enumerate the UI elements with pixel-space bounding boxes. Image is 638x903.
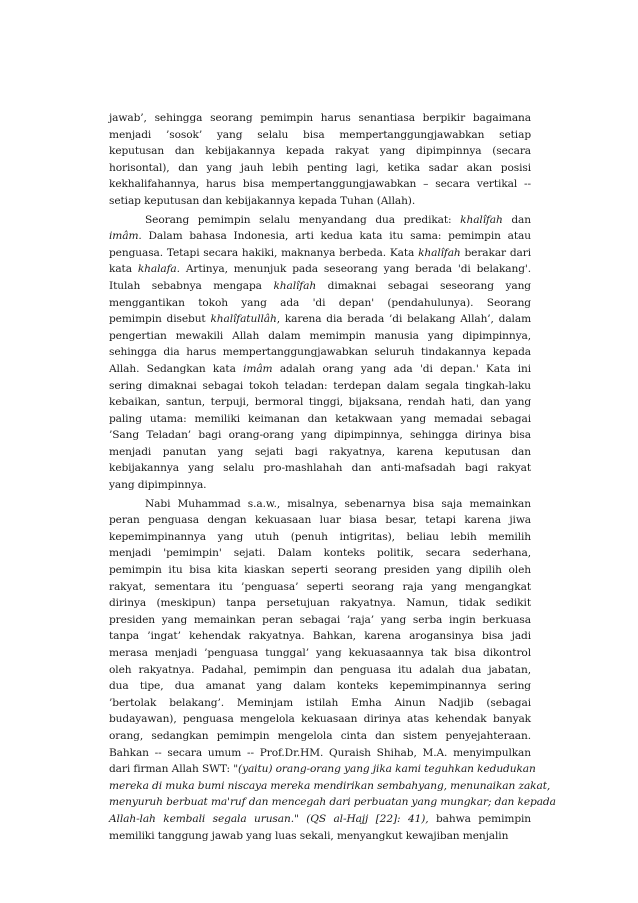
text-segment: yang dipimpinnya. bbox=[109, 479, 207, 492]
text-line bbox=[109, 745, 531, 762]
text-segment: menjadi 'pemimpin' sejati. Dalam konteks politik, secara sederhana, bbox=[109, 547, 531, 560]
text-segment: kekhalifahannya, harus bisa mempertanggungjawabkan – secara vertikal -- bbox=[109, 178, 531, 191]
text-segment: menjadi panutan yang sejati bagi rakyatnya, karena keputusan dan bbox=[109, 445, 531, 458]
text-line bbox=[109, 794, 556, 811]
text-line bbox=[109, 427, 531, 444]
italic-text: khalîfah bbox=[460, 213, 503, 226]
text-line bbox=[109, 562, 531, 579]
text-segment: pemimpin disebut bbox=[109, 313, 211, 326]
text-segment: orang, sedangkan pemimpin mengelola cinta dan sistem penyejahteraan. bbox=[109, 729, 531, 742]
text-line bbox=[109, 612, 531, 629]
text-segment: dimaknai sebagai seseorang yang bbox=[316, 279, 531, 292]
text-line bbox=[109, 278, 531, 295]
paragraph bbox=[109, 110, 531, 210]
text-segment: adalah orang yang ada 'di depan.' Kata ini bbox=[272, 362, 531, 375]
text-line bbox=[109, 143, 531, 160]
text-segment: menggantikan tokoh yang ada 'di depan' (pendahulunya). Seorang bbox=[109, 296, 531, 309]
text-segment: . Artinya, menunjuk pada seseorang yang berada 'di belakang'. bbox=[176, 263, 531, 276]
text-line bbox=[109, 212, 531, 229]
text-line bbox=[109, 460, 531, 477]
text-segment: kebijakannya yang selalu pro-mashlahah dan anti-mafsadah bagi rakyat bbox=[109, 462, 531, 475]
text-segment: ’bertolak belakang’. Meminjam istilah Emha Ainun Nadjib (sebagai bbox=[109, 696, 531, 709]
text-segment: Seorang pemimpin selalu menyandang dua predikat: bbox=[145, 213, 461, 226]
italic-text: imâm bbox=[243, 362, 273, 375]
text-segment: kata bbox=[109, 263, 138, 276]
italic-text: mereka di muka bumi niscaya mereka mendirikan sembahyang, menunaikan zakat, bbox=[109, 779, 551, 792]
text-segment: dirinya (meskipun) tanpa persetujuan rakyatnya. Namun, tidak sedikit bbox=[109, 597, 531, 610]
text-line bbox=[109, 193, 531, 210]
text-segment: " bbox=[293, 812, 307, 825]
text-segment: peran penguasa dengan kekuasaan luar biasa besar, tetapi karena jiwa bbox=[109, 514, 531, 527]
text-line bbox=[109, 261, 531, 278]
text-line bbox=[109, 444, 531, 461]
text-segment: sehingga dia harus mempertanggungjawabkan seluruh tindakannya kepada bbox=[109, 346, 531, 359]
text-segment: dua tipe, dua amanat yang dalam konteks kepemimpinannya sering bbox=[109, 680, 531, 693]
italic-text: (yaitu) orang-orang yang jika kami teguhkan kedudukan bbox=[238, 763, 536, 776]
text-line bbox=[109, 328, 531, 345]
text-line bbox=[109, 662, 531, 679]
text-line bbox=[109, 361, 531, 378]
text-line bbox=[109, 110, 531, 127]
italic-text: (QS al-Hajj [22]: 41), bbox=[306, 812, 429, 825]
text-line bbox=[109, 811, 531, 828]
italic-text: khalîfah bbox=[273, 279, 317, 292]
text-segment: pemimpin itu bisa kita kiaskan seperti seorang presiden yang dipilih oleh bbox=[109, 564, 531, 577]
text-line bbox=[109, 394, 531, 411]
text-line bbox=[109, 344, 531, 361]
document-page bbox=[109, 110, 556, 846]
text-line bbox=[109, 311, 531, 328]
text-segment: . Dalam bahasa Indonesia, arti kedua kata itu sama: pemimpin atau bbox=[138, 230, 531, 243]
text-line bbox=[109, 645, 531, 662]
text-segment: paling utama: memiliki keimanan dan ketakwaan yang memadai sebagai bbox=[109, 412, 531, 425]
text-line bbox=[109, 160, 531, 177]
text-segment: rakyat, sementara itu ’penguasa’ seperti seorang raja yang mengangkat bbox=[109, 580, 531, 593]
text-line bbox=[109, 228, 531, 245]
text-line bbox=[109, 695, 531, 712]
text-segment: Bahkan -- secara umum -- Prof.Dr.HM. Quraish Shihab, M.A. menyimpulkan bbox=[109, 746, 531, 759]
text-segment: dan bbox=[502, 213, 531, 226]
text-line bbox=[109, 595, 531, 612]
text-line bbox=[109, 579, 531, 596]
text-segment: oleh rakyatnya. Padahal, pemimpin dan penguasa itu adalah dua jabatan, bbox=[109, 663, 531, 676]
text-line bbox=[109, 411, 531, 428]
italic-text: imâm bbox=[109, 230, 139, 243]
text-line bbox=[109, 728, 531, 745]
text-segment: berakar dari bbox=[460, 246, 531, 259]
text-line bbox=[109, 545, 531, 562]
text-segment: dari firman Allah SWT: " bbox=[109, 763, 239, 776]
text-segment: ’Sang Teladan’ bagi orang-orang yang dipimpinnya, sehingga dirinya bisa bbox=[109, 429, 531, 442]
text-line bbox=[109, 828, 531, 845]
text-segment: kebaikan, santun, terpuji, bermoral tinggi, bijaksana, rendah hati, dan yang bbox=[109, 396, 531, 409]
italic-text: khalîfah bbox=[418, 246, 461, 259]
text-segment: budayawan), penguasa mengelola kekuasaan dirinya atas kehendak banyak bbox=[109, 713, 531, 726]
text-segment: keputusan dan kebijakannya kepada rakyat yang dipimpinnya (secara bbox=[109, 145, 531, 158]
text-segment: bahwa pemimpin bbox=[428, 812, 532, 825]
text-segment: , karena dia berada ’di belakang Allah’, dalam bbox=[276, 313, 532, 326]
text-segment: memiliki tanggung jawab yang luas sekali, menyangkut kewajiban menjalin bbox=[109, 829, 509, 842]
text-segment: jawab’, sehingga seorang pemimpin harus senantiasa berpikir bagaimana bbox=[109, 112, 531, 124]
text-line bbox=[109, 761, 536, 778]
text-segment: Allah. Sedangkan kata bbox=[109, 362, 244, 375]
text-segment: presiden yang memainkan peran sebagai ’raja’ yang serba ingin berkuasa bbox=[109, 613, 531, 626]
paragraph bbox=[109, 212, 531, 494]
text-segment: pengertian mewakili Allah dalam memimpin manusia yang dipimpinnya, bbox=[109, 329, 531, 342]
text-segment: sering dimaknai sebagai tokoh teladan: terdepan dalam segala tingkah-laku bbox=[109, 379, 531, 392]
text-line bbox=[109, 529, 531, 546]
text-line bbox=[109, 496, 531, 513]
text-line bbox=[109, 477, 531, 494]
italic-text: Allah-lah kembali segala urusan. bbox=[109, 812, 294, 825]
text-line bbox=[109, 176, 531, 193]
text-line bbox=[109, 378, 531, 395]
text-segment: setiap keputusan dan kebijakannya kepada Tuhan (Allah). bbox=[109, 194, 416, 207]
text-segment: penguasa. Tetapi secara hakiki, maknanya berbeda. Kata bbox=[109, 246, 419, 259]
text-segment: Itulah sebabnya mengapa bbox=[109, 279, 274, 292]
italic-text: khalîfatullâh bbox=[210, 313, 277, 326]
text-line bbox=[109, 778, 551, 795]
text-segment: horisontal), dan yang jauh lebih penting lagi, ketika sadar akan posisi bbox=[109, 161, 531, 174]
text-line bbox=[109, 512, 531, 529]
text-segment: merasa menjadi ’penguasa tunggal’ yang kekuasaannya tak bisa dikontrol bbox=[109, 647, 531, 659]
text-line bbox=[109, 678, 531, 695]
text-segment: kepemimpinannya yang utuh (penuh intigritas), beliau lebih memilih bbox=[109, 530, 531, 543]
italic-text: menyuruh berbuat ma'ruf dan mencegah dari perbuatan yang mungkar; dan kepada bbox=[109, 796, 556, 809]
text-line bbox=[109, 245, 531, 262]
text-segment: Nabi Muhammad s.a.w., misalnya, sebenarnya bisa saja memainkan bbox=[145, 497, 531, 510]
text-segment: tanpa ’ingat’ kehendak rakyatnya. Bahkan, karena arogansinya bisa jadi bbox=[109, 630, 531, 643]
text-line bbox=[109, 127, 531, 144]
text-segment: menjadi ’sosok’ yang selalu bisa mempertanggungjawabkan setiap bbox=[109, 128, 531, 141]
text-line bbox=[109, 711, 531, 728]
text-line bbox=[109, 628, 531, 645]
paragraph bbox=[109, 496, 556, 844]
text-line bbox=[109, 295, 531, 312]
italic-text: khalafa bbox=[137, 263, 177, 276]
